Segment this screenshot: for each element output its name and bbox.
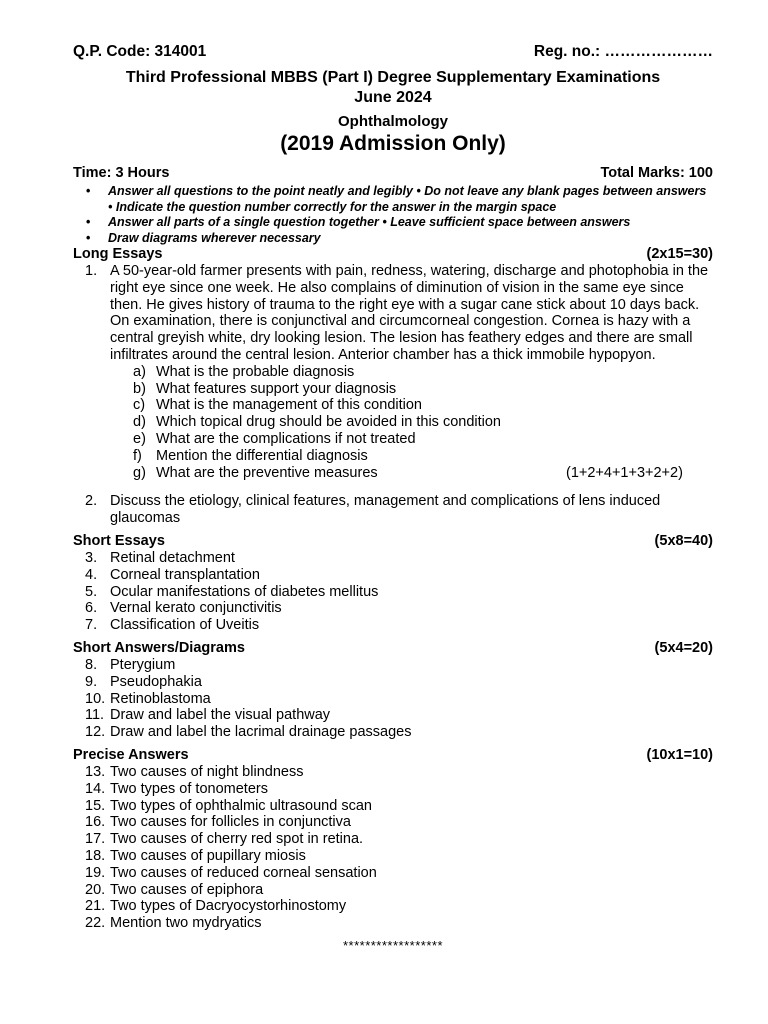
sub-question [73, 431, 713, 448]
sub-question-text: What is the probable diagnosis [156, 363, 355, 380]
section-marks: (5x8=40) [654, 532, 713, 549]
question-text: Draw and label the lacrimal drainage passages [110, 724, 412, 741]
time-marks-row [73, 164, 713, 182]
question-text: Two causes of epiphora [110, 881, 264, 898]
question-item [73, 814, 713, 831]
question-item [73, 263, 713, 364]
question-text: Vernal kerato conjunctivitis [110, 600, 282, 617]
question-text: A 50-year-old farmer presents with pain, redness, watering, discharge and photophobia in the right eye since one week. He also complains of diminution of vision in the same eye since then. He gives history of trauma to the right eye with a sugar cane stick about 10 days back. On examination, there is conjunctival and circumcorneal congestion. Cornea is hazy with a central greyish white, dry looking lesion. The lesion has feathery edges and there are small infiltrates around the central lesion. Anterior chamber has a thick immobile hypopyon. [110, 263, 709, 363]
sub-question [73, 364, 713, 381]
question-item [73, 600, 713, 617]
header-row [73, 42, 713, 62]
question-text: Pseudophakia [110, 673, 202, 690]
sub-question-text: What features support your diagnosis [156, 380, 397, 397]
question-number: 7. [85, 617, 98, 634]
question-item [73, 865, 713, 882]
question-item [73, 584, 713, 601]
instruction-item: • Draw diagrams wherever necessary [73, 231, 713, 247]
question-number: 21. [85, 898, 106, 915]
question-item [73, 781, 713, 798]
sub-question-text: Mention the differential diagnosis [156, 447, 368, 464]
section-heading-short-essays [73, 533, 713, 550]
question-number: 17. [85, 831, 106, 848]
question-item [73, 657, 713, 674]
instruction-item: • Answer all questions to the point neatly and legibly • Do not leave any blank pages between answers • Indicate the question number correctly for the answer in the margin space [73, 184, 713, 215]
question-item [73, 550, 713, 567]
sub-question-marks [566, 364, 713, 381]
question-text: Two types of tonometers [110, 780, 268, 797]
question-number: 22. [85, 915, 106, 932]
sub-question-text: What is the management of this condition [156, 397, 422, 414]
question-number: 6. [85, 600, 98, 617]
question-text: Classification of Uveitis [110, 617, 260, 634]
section-marks: (5x4=20) [654, 639, 713, 656]
question-text: Two causes of reduced corneal sensation [110, 864, 377, 881]
question-number: 10. [85, 690, 106, 707]
exam-title-line-1: Third Professional MBBS (Part I) Degree Supplementary Examinations [125, 69, 661, 86]
question-text: Two types of ophthalmic ultrasound scan [110, 797, 372, 814]
total-marks: Total Marks: 100 [600, 165, 713, 181]
sub-question [73, 448, 713, 465]
question-text: Mention two mydryatics [110, 915, 262, 932]
question-text: Retinal detachment [110, 549, 235, 566]
sub-question-text: What are the complications if not treated [156, 430, 416, 447]
question-number: 15. [85, 797, 106, 814]
question-number: 13. [85, 763, 106, 780]
sub-question-list [73, 364, 713, 482]
sub-question-marks [566, 448, 713, 465]
reg-no: Reg. no.: ………………… [533, 43, 713, 60]
question-text: Retinoblastoma [110, 690, 211, 707]
question-number: 18. [85, 847, 106, 864]
question-item [73, 915, 713, 932]
section-title: Long Essays [73, 246, 163, 262]
question-item [73, 798, 713, 815]
question-item [73, 898, 713, 915]
section-marks: (10x1=10) [646, 746, 713, 763]
admission-note: (2019 Admission Only) [280, 132, 506, 155]
short-answers-list [73, 657, 713, 741]
exam-title [73, 68, 713, 108]
sub-question-text: Which topical drug should be avoided in this condition [156, 414, 501, 431]
question-number: 8. [85, 656, 98, 673]
section-title: Short Essays [73, 532, 165, 549]
question-item [73, 493, 713, 527]
sub-question-marks [566, 414, 713, 431]
instructions-list [73, 184, 713, 246]
question-item [73, 724, 713, 741]
qp-code: Q.P. Code: 314001 [73, 43, 207, 60]
question-number: 9. [85, 673, 98, 690]
sub-question-marks [566, 431, 713, 448]
sub-question-marks [566, 381, 713, 398]
sub-question-marks [566, 397, 713, 414]
question-number: 12. [85, 724, 106, 741]
question-text: Two causes of pupillary miosis [110, 847, 306, 864]
question-item [73, 882, 713, 899]
sub-question-text: What are the preventive measures [156, 464, 378, 481]
question-number: 11. [85, 707, 105, 724]
question-paper [73, 42, 713, 954]
question-text: Corneal transplantation [110, 566, 260, 583]
question-item [73, 691, 713, 708]
question-text: Draw and label the visual pathway [110, 707, 331, 724]
question-item [73, 567, 713, 584]
section-title: Precise Answers [73, 746, 189, 763]
sub-question-label: d) [133, 414, 146, 431]
question-text: Two causes of cherry red spot in retina. [110, 831, 364, 848]
sub-question [73, 397, 713, 414]
question-number: 16. [85, 814, 106, 831]
question-text: Two causes of night blindness [110, 763, 304, 780]
question-text: Ocular manifestations of diabetes mellitus [110, 583, 379, 600]
sub-question-marks: (1+2+4+1+3+2+2) [566, 464, 683, 481]
question-number: 14. [85, 780, 106, 797]
section-heading-long-essays [73, 246, 713, 263]
question-item [73, 707, 713, 724]
question-item [73, 848, 713, 865]
question-number: 19. [85, 864, 106, 881]
end-marker: ****************** [342, 937, 444, 953]
sub-question-label: b) [133, 380, 146, 397]
sub-question-label: a) [133, 363, 146, 380]
section-heading-precise-answers [73, 747, 713, 764]
instruction-item: • Answer all parts of a single question together • Leave sufficient space between answers [73, 215, 713, 231]
question-text: Two causes for follicles in conjunctiva [110, 814, 351, 831]
question-item [73, 831, 713, 848]
question-item [73, 674, 713, 691]
section-title: Short Answers/Diagrams [73, 639, 245, 656]
precise-answers-list [73, 764, 713, 932]
sub-question-label: f) [133, 447, 142, 464]
question-text: Discuss the etiology, clinical features, management and complications of lens induced glaucomas [110, 493, 661, 527]
section-marks: (2x15=30) [646, 246, 713, 262]
question-number: 20. [85, 881, 106, 898]
question-number: 5. [85, 583, 98, 600]
sub-question [73, 381, 713, 398]
question-number: 3. [85, 549, 98, 566]
section-heading-short-answers [73, 640, 713, 657]
exam-time: Time: 3 Hours [73, 165, 170, 181]
sub-question-label: c) [133, 397, 146, 414]
exam-title-line-2: June 2024 [354, 89, 432, 106]
question-item [73, 764, 713, 781]
short-essays-list [73, 550, 713, 634]
sub-question-label: e) [133, 430, 146, 447]
question-number: 1. [85, 263, 98, 279]
question-text: Two types of Dacryocystorhinostomy [110, 898, 347, 915]
question-text: Pterygium [110, 656, 176, 673]
sub-question [73, 414, 713, 431]
subject-title: Ophthalmology [338, 113, 448, 130]
sub-question-label: g) [133, 464, 146, 481]
sub-question [73, 465, 713, 482]
question-number: 4. [85, 566, 98, 583]
question-number: 2. [85, 493, 98, 510]
question-item [73, 617, 713, 634]
